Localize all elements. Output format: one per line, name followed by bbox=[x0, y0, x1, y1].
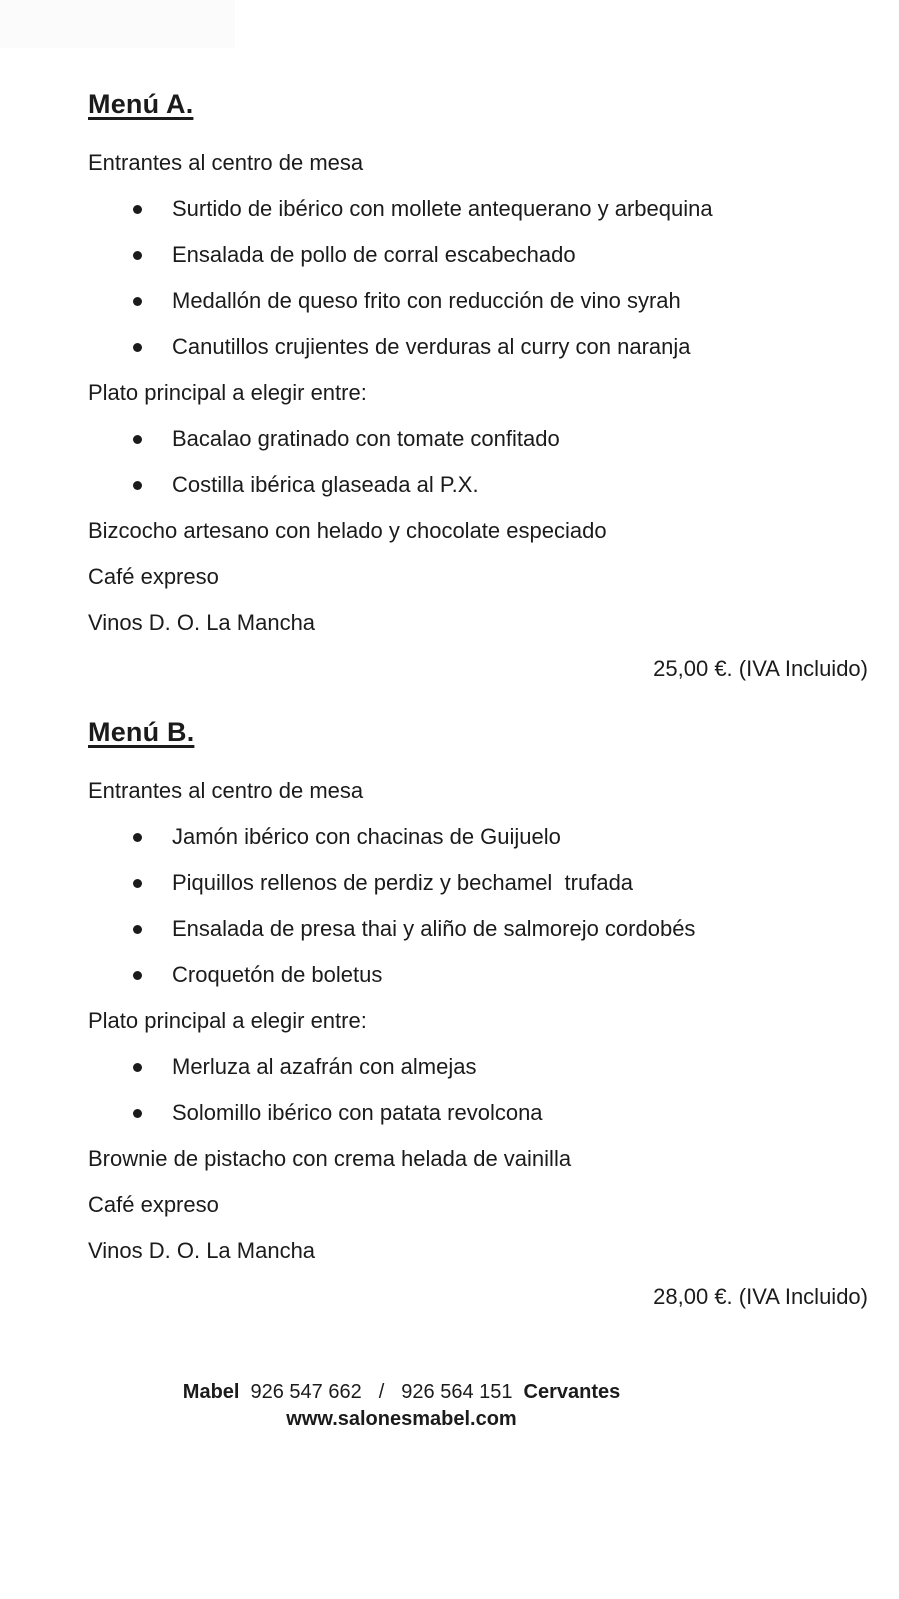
bullet-icon bbox=[133, 925, 142, 934]
menu-b-title-text: Menú B. bbox=[88, 717, 195, 747]
menu-item-text: Costilla ibérica glaseada al P.X. bbox=[172, 472, 479, 497]
bullet-icon bbox=[133, 971, 142, 980]
menu-item bbox=[88, 288, 868, 314]
phone-number-1: 926 547 662 bbox=[250, 1381, 362, 1403]
menu-item bbox=[88, 242, 868, 268]
phone-separator: / bbox=[378, 1381, 385, 1403]
top-left-shade-box bbox=[0, 0, 235, 48]
bullet-icon bbox=[133, 879, 142, 888]
menu-item bbox=[88, 196, 868, 222]
footer-contact-line bbox=[0, 1379, 803, 1406]
phone-number-2: 926 564 151 bbox=[401, 1381, 513, 1403]
coffee-line-a: Café expreso bbox=[88, 564, 219, 589]
price-line-a: 25,00 €. (IVA Incluido) bbox=[653, 656, 868, 681]
course-label-principal-b: Plato principal a elegir entre: bbox=[88, 1008, 367, 1033]
menu-item bbox=[88, 824, 868, 850]
footer bbox=[0, 1379, 803, 1433]
website-text: www.salonesmabel.com bbox=[286, 1408, 517, 1430]
menu-item-text: Bacalao gratinado con tomate confitado bbox=[172, 426, 560, 451]
bullet-icon bbox=[133, 251, 142, 260]
menu-a-section bbox=[88, 88, 868, 682]
location-name: Cervantes bbox=[523, 1381, 621, 1403]
coffee-line-b: Café expreso bbox=[88, 1192, 219, 1217]
wine-line-b: Vinos D. O. La Mancha bbox=[88, 1238, 316, 1263]
dessert-line-a: Bizcocho artesano con helado y chocolate especiado bbox=[88, 518, 607, 543]
menu-item-text: Merluza al azafrán con almejas bbox=[172, 1054, 477, 1079]
bullet-icon bbox=[133, 833, 142, 842]
menu-item bbox=[88, 472, 868, 498]
menu-item-text: Medallón de queso frito con reducción de vino syrah bbox=[172, 288, 681, 313]
course-label-entrantes-b: Entrantes al centro de mesa bbox=[88, 778, 364, 803]
bullet-icon bbox=[133, 1063, 142, 1072]
menu-item-text: Croquetón de boletus bbox=[172, 962, 383, 987]
menu-item-text: Solomillo ibérico con patata revolcona bbox=[172, 1100, 543, 1125]
wine-line-a: Vinos D. O. La Mancha bbox=[88, 610, 316, 635]
course-label-principal-a: Plato principal a elegir entre: bbox=[88, 380, 367, 405]
bullet-icon bbox=[133, 435, 142, 444]
menu-a-title bbox=[88, 88, 868, 120]
bullet-icon bbox=[133, 481, 142, 490]
menu-item bbox=[88, 426, 868, 452]
menu-item-text: Canutillos crujientes de verduras al curry con naranja bbox=[172, 334, 691, 359]
menu-item bbox=[88, 962, 868, 988]
menu-item-text: Surtido de ibérico con mollete antequerano y arbequina bbox=[172, 196, 713, 221]
menu-a-title-text: Menú A. bbox=[88, 89, 194, 119]
menu-item bbox=[88, 1100, 868, 1126]
menu-item bbox=[88, 1054, 868, 1080]
menu-item-text: Jamón ibérico con chacinas de Guijuelo bbox=[172, 824, 561, 849]
dessert-line-b: Brownie de pistacho con crema helada de vainilla bbox=[88, 1146, 572, 1171]
menu-item-text: Piquillos rellenos de perdiz y bechamel trufada bbox=[172, 870, 634, 895]
bullet-icon bbox=[133, 1109, 142, 1118]
bullet-icon bbox=[133, 205, 142, 214]
menu-item bbox=[88, 916, 868, 942]
bullet-icon bbox=[133, 297, 142, 306]
menu-item bbox=[88, 334, 868, 360]
menu-item bbox=[88, 870, 868, 896]
footer-website-line bbox=[0, 1406, 803, 1433]
course-label-entrantes-a: Entrantes al centro de mesa bbox=[88, 150, 364, 175]
brand-name: Mabel bbox=[182, 1381, 240, 1403]
bullet-icon bbox=[133, 343, 142, 352]
menu-item-text: Ensalada de presa thai y aliño de salmorejo cordobés bbox=[172, 916, 696, 941]
price-line-b: 28,00 €. (IVA Incluido) bbox=[653, 1284, 868, 1309]
menu-b-section bbox=[88, 716, 868, 1310]
menu-b-title bbox=[88, 716, 868, 748]
menu-item-text: Ensalada de pollo de corral escabechado bbox=[172, 242, 576, 267]
